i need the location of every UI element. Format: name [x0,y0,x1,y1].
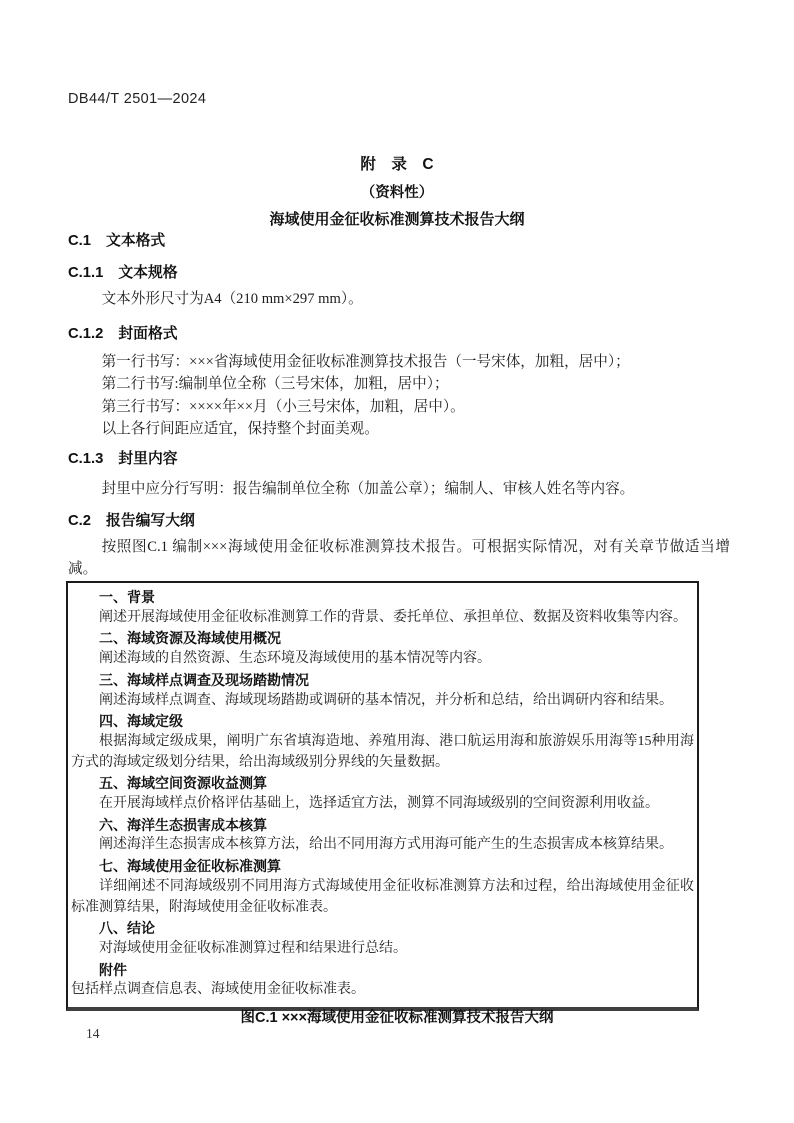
outline-heading-7: 七、海域使用金征收标准测算 [99,858,281,875]
cover-line-2: 第二行书写:编制单位全称（三号宋体，加粗，居中）； [101,376,449,393]
outline-text-6: 阐述海洋生态损害成本核算方法，给出不同用海方式用海可能产生的生态损害成本核算结果。 [99,837,673,853]
outline-heading-1: 一、背景 [99,589,155,605]
paragraph-c2: 按照图C.1 编制×××海域使用金征收标准测算技术报告。可根据实际情况，对有关章节做适当增减。 [68,539,730,578]
section-number: C.1.3 [68,451,104,467]
section-c13-heading [68,447,178,468]
outline-heading-annex: 附件 [99,961,127,978]
outline-heading-5: 五、海域空间资源收益测算 [99,775,267,792]
page-number: 14 [86,1026,100,1041]
section-number: C.2 [68,513,92,529]
outline-text-5: 在开展海域样点价格评估基础上，选择适宜方法，测算不同海域级别的空间资源利用收益。 [99,796,659,812]
section-title: 报告编写大纲 [106,513,195,529]
appendix-note: （资料性） [360,185,434,201]
paragraph-c12-lines [68,351,730,440]
section-c2-heading [68,509,195,530]
section-number: C.1 [68,233,92,249]
section-c11-heading [68,261,178,282]
section-title: 封里内容 [118,451,178,467]
outline-heading-2: 二、海域资源及海域使用概况 [99,630,281,647]
outline-text-annex: 包括样点调查信息表、海域使用金征收标准表。 [71,982,365,998]
outline-text-2: 阐述海域的自然资源、生态环境及海域使用的基本情况等内容。 [99,651,491,667]
cover-line-1: 第一行书写：×××省海域使用金征收标准测算技术报告（一号宋体，加粗，居中）； [101,354,630,370]
appendix-heading: 海域使用金征收标准测算技术报告大纲 [269,211,525,228]
section-number: C.1.2 [68,326,104,342]
outline-text-1: 阐述开展海域使用金征收标准测算工作的背景、委托单位、承担单位、数据及资料收集等内容。 [99,609,687,625]
appendix-label: 附 录 C [360,156,434,173]
outline-heading-8: 八、结论 [99,920,155,937]
section-c1-heading [68,229,165,250]
report-outline-box [66,581,699,1011]
outline-text-3: 阐述海域样点调查、海域现场踏勘或调研的基本情况，并分析和总结，给出调研内容和结果。 [99,692,673,708]
section-title: 封面格式 [118,326,178,342]
paragraph-c13: 封里中应分行写明：报告编制单位全称（加盖公章）；编制人、审核人姓名等内容。 [101,481,635,497]
section-title: 文本格式 [106,233,166,249]
section-title: 文本规格 [118,265,178,281]
outline-text-4: 根据海域定级成果，阐明广东省填海造地、养殖用海、港口航运用海和旅游娱乐用海等15种用海方式的海域定级划分结果，给出海域级别分界线的矢量数据。 [71,733,694,770]
outline-text-7: 详细阐述不同海域级别不同用海方式海域使用金征收标准测算方法和过程，给出海域使用金征收标准测算结果，附海域使用金征收标准表。 [71,878,694,915]
appendix-title-block [0,152,794,229]
outline-heading-4: 四、海域定级 [99,713,183,730]
cover-line-4: 以上各行间距应适宜，保持整个封面美观。 [101,420,379,437]
cover-line-3: 第三行书写：××××年××月（小三号宋体，加粗，居中）。 [101,398,465,415]
outline-heading-3: 三、海域样点调查及现场踏勘情况 [99,671,309,688]
outline-heading-6: 六、海洋生态损害成本核算 [99,816,267,833]
standard-number-header: DB44/T 2501—2024 [68,91,207,107]
section-c12-heading [68,322,178,343]
outline-text-8: 对海域使用金征收标准测算过程和结果进行总结。 [99,940,407,956]
figure-c1-caption: 图C.1 ×××海域使用金征收标准测算技术报告大纲 [240,1010,554,1026]
section-number: C.1.1 [68,265,104,281]
paragraph-c11: 文本外形尺寸为A4（210 mm×297 mm）。 [101,291,363,307]
